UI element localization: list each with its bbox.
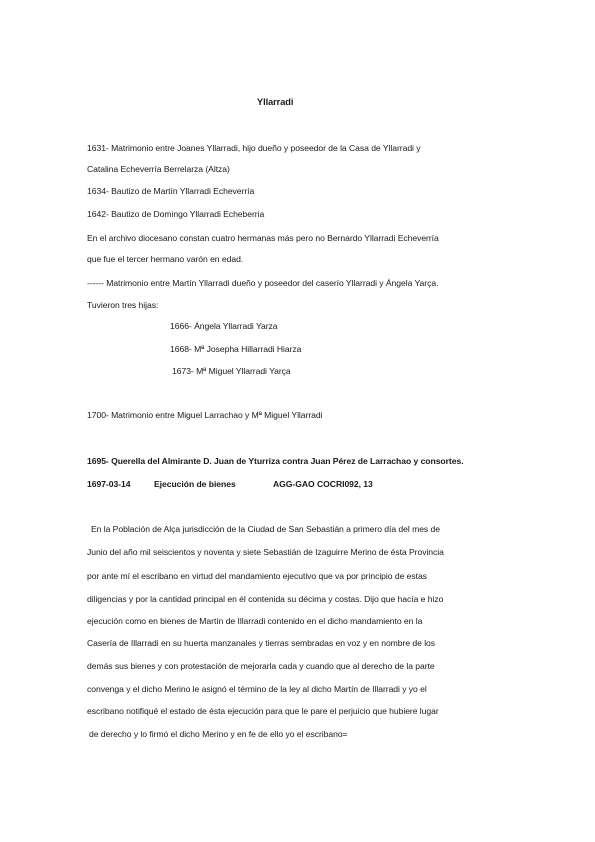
lawsuit-date: 1697-03-14 xyxy=(87,479,131,489)
daughter-entry: 1673- Mª Miguel Yllarradi Yarça xyxy=(172,366,291,376)
daughter-entry: 1666- Ángela Yllarradi Yarza xyxy=(170,321,278,331)
genealogy-line: En el archivo diocesano constan cuatro hermanas más pero no Bernardo Yllarradi Echeverría xyxy=(87,233,439,243)
transcription-line: En la Población de Alça jurisdicción de la Ciudad de San Sebastián a primero día del mes de xyxy=(91,524,440,534)
genealogy-line: Tuvieron tres hijas: xyxy=(87,300,159,310)
genealogy-line: Catalina Echeverría Berrelarza (Altza) xyxy=(87,164,230,174)
transcription-line: ejecución como en bienes de Martín de Illarradi contenido en el dicho mandamiento en la xyxy=(87,616,423,626)
transcription-line: de derecho y lo firmó el dicho Merino y en fe de ello yo el escribano= xyxy=(89,729,348,739)
transcription-line: por ante mí el escribano en virtud del mandamiento ejecutivo que va por principio de estas xyxy=(87,571,427,581)
daughter-entry: 1668- Mª Josepha Hillarradi Hiarza xyxy=(170,344,302,354)
transcription-line: convenga y el dicho Merino le asignó el término de la ley al dicho Martín de Illarradi y yo el xyxy=(87,684,427,694)
transcription-line: escribano notifiqué el estado de ésta ejecución para que le pare el perjuicio que hubiere lugar xyxy=(87,706,439,716)
genealogy-line: que fue el tercer hermano varón en edad. xyxy=(87,254,244,264)
transcription-line: diligencias y por la cantidad principal en él contenida su décima y costas. Dijo que hacía e hizo xyxy=(87,594,444,604)
lawsuit-heading: 1695- Querella del Almirante D. Juan de Yturriza contra Juan Pérez de Larrachao y consortes. xyxy=(87,456,464,466)
genealogy-line: ------ Matrimonio entre Martín Yllarradi dueño y poseedor del caserío Yllarradi y Ángela Yarça. xyxy=(87,278,439,288)
transcription-line: Junio del año mil seiscientos y noventa y siete Sebastián de Izaguirre Merino de ésta Provincia xyxy=(87,547,444,557)
page-title: Yllarradi xyxy=(257,97,294,107)
genealogy-line: 1642- Bautizo de Domingo Yllarradi Echeberria xyxy=(87,209,265,219)
transcription-line: Casería de Illarradi en su huerta manzanales y tierras sembradas en voz y en nombre de los xyxy=(87,638,436,648)
genealogy-line: 1631- Matrimonio entre Joanes Yllarradi, hijo dueño y poseedor de la Casa de Yllarradi y xyxy=(87,143,421,153)
transcription-line: demás sus bienes y con protestación de mejorarla cada y cuando que al derecho de la parte xyxy=(87,661,435,671)
genealogy-line: 1634- Bautizo de Martín Yllarradi Echeverría xyxy=(87,186,255,196)
lawsuit-action: Ejecución de bienes xyxy=(154,479,236,489)
marriage-1700: 1700- Matrimonio entre Miguel Larrachao y Mª Miguel Yllarradi xyxy=(87,410,323,420)
lawsuit-reference: AGG-GAO COCRI092, 13 xyxy=(273,479,373,489)
